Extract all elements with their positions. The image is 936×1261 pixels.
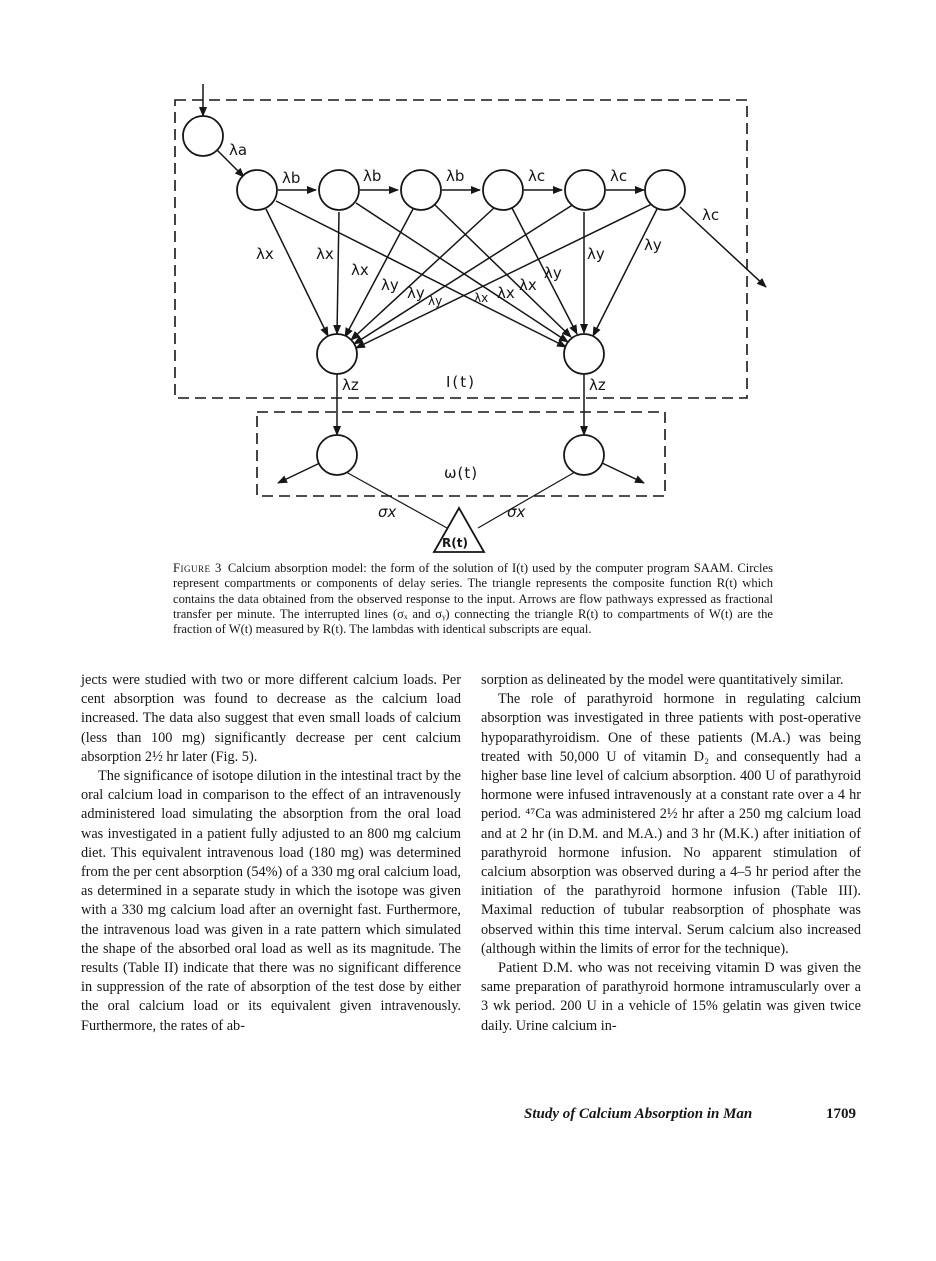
sigma-x-label: σx (507, 503, 526, 521)
lambda-y-arrow (356, 202, 656, 348)
lambda-b-label: λb (446, 167, 465, 185)
caption-label: Figure 3 (173, 561, 222, 575)
lambda-c-label: λc (528, 167, 546, 185)
delay-compartment (237, 170, 277, 210)
lambda-x-label: λx (256, 245, 274, 263)
lambda-x-label: λx (316, 245, 334, 263)
delay-compartment (319, 170, 359, 210)
lambda-c-exit-arrow (680, 207, 766, 287)
delay-compartment (565, 170, 605, 210)
lambda-z-label: λz (589, 376, 606, 394)
sigma-x-line-left (346, 472, 447, 528)
lambda-x-arrow (356, 203, 568, 342)
omega-compartment-left (317, 435, 357, 475)
lambda-z-label: λz (342, 376, 359, 394)
lambda-b-label: λb (363, 167, 382, 185)
lambda-x-label: λx (519, 276, 537, 294)
lambda-y-label: λy (428, 294, 443, 308)
left-column (81, 671, 461, 1036)
sigma-x-label: σx (378, 503, 397, 521)
omega-outflow-right (600, 462, 644, 483)
I-t-compartment-right (564, 334, 604, 374)
lambda-y-label: λy (544, 264, 562, 282)
lambda-x-label: λx (497, 284, 515, 302)
lambda-x-arrow (266, 209, 328, 336)
lambda-c-label: λc (610, 167, 628, 185)
lambda-a-label: λa (229, 141, 248, 159)
lambda-x-label: λx (474, 291, 489, 305)
caption-text: Calcium absorption model: the form of the solution of I(t) used by the computer program SAAM. Circles represent compartments or components of delay series. The triangle represents the composite function R(t) which contains the data obtained from the observed response to the input. Arrows are flow pathways expressed as fractional transfer per minute. The interrupted lines (σₓ and σᵧ) connecting the triangle R(t) to compartments of W(t) are the fraction of W(t) measured by R(t). The lambdas with identical subscripts are equal. (173, 561, 773, 637)
lambda-y-label: λy (644, 236, 662, 254)
running-title: Study of Calcium Absorption in Man (524, 1106, 753, 1122)
lambda-y-label: λy (407, 284, 425, 302)
sigma-x-line-right (478, 472, 575, 528)
input-compartment (183, 116, 223, 156)
lambda-b-label: λb (282, 169, 301, 187)
right-column (481, 671, 861, 1036)
lambda-x-arrow (337, 212, 339, 334)
body-paragraph: jects were studied with two or more different calcium loads. Per cent absorption was found to decrease as the calcium load increased. The data also suggest that even small loads of calcium (less than 100 mg) significantly decrease per cent calcium absorption 2½ hr later (Fig. 5). (81, 672, 461, 765)
lambda-y-label: λy (381, 276, 399, 294)
omega-t-label: ω(t) (444, 464, 479, 482)
compartment-model-figure (0, 0, 936, 560)
delay-compartment (483, 170, 523, 210)
body-paragraph: The significance of isotope dilution in the intestinal tract by the oral calcium load in comparison to the effect of an intravenously administered load simulating the absorption from the oral load was investigated in a patient fully adjusted to an 800 mg calcium diet. This equivalent intravenous load (180 mg) was determined from the per cent absorption (54%) of a 330 mg oral calcium load, as determined in a separate study in which the isotope was given with a 330 mg calcium load after an overnight fast. Furthermore, the intravenous load was given in a rate pattern which simulated the shape of the absorbed oral load as well as its magnitude. The results (Table II) indicate that there was no significant difference in suppression of the rate of absorption of the test dose by either the oral calcium load or its equivalent given intravenously. Furthermore, the rates of ab- (81, 768, 461, 1034)
lambda-y-label: λy (587, 245, 605, 263)
delay-compartment (645, 170, 685, 210)
lambda-x-arrow (276, 201, 566, 347)
R-t-label: R(t) (442, 536, 468, 550)
omega-outflow-left (278, 462, 322, 483)
I-t-label: I(t) (446, 373, 477, 391)
I-t-compartment-left (317, 334, 357, 374)
lambda-y-arrow (351, 207, 495, 340)
body-paragraph: sorption as delineated by the model were quantitatively similar. (481, 672, 844, 688)
page-number: 1709 (826, 1106, 856, 1122)
lambda-x-label: λx (351, 261, 369, 279)
figure-caption (173, 561, 773, 637)
delay-compartment (401, 170, 441, 210)
body-paragraph: The role of parathyroid hormone in regulating calcium absorption was investigated in three patients with post-operative hypoparathyroidism. One of these patients (M.A.) was being treated with 50,000 U of vitamin D₂ and consequently had a higher base line level of calcium absorption. 400 U of parathyroid hormone were infused intravenously at a constant rate over a 4 hr period. ⁴⁷Ca was administered 2½ hr after a 250 mg calcium load and at 2 hr (in D.M. and M.A.) and 3 hr (M.K.) after initiation of parathyroid hormone infusion. No apparent stimulation of calcium absorption was observed during a 4–5 hr period after the initiation of the parathyroid hormone infusion (Table III). Maximal reduction of tubular reabsorption of phosphate was observed within this time interval. Serum calcium also increased (although within the limits of error for the technique). (481, 691, 861, 957)
body-paragraph: Patient D.M. who was not receiving vitamin D was given the same preparation of parathyroid hormone intramuscularly over a 3 wk period. 200 U in a vehicle of 15% gelatin was given twice daily. Urine calcium in- (481, 960, 861, 1034)
omega-compartment-right (564, 435, 604, 475)
lambda-c-label: λc (702, 206, 720, 224)
